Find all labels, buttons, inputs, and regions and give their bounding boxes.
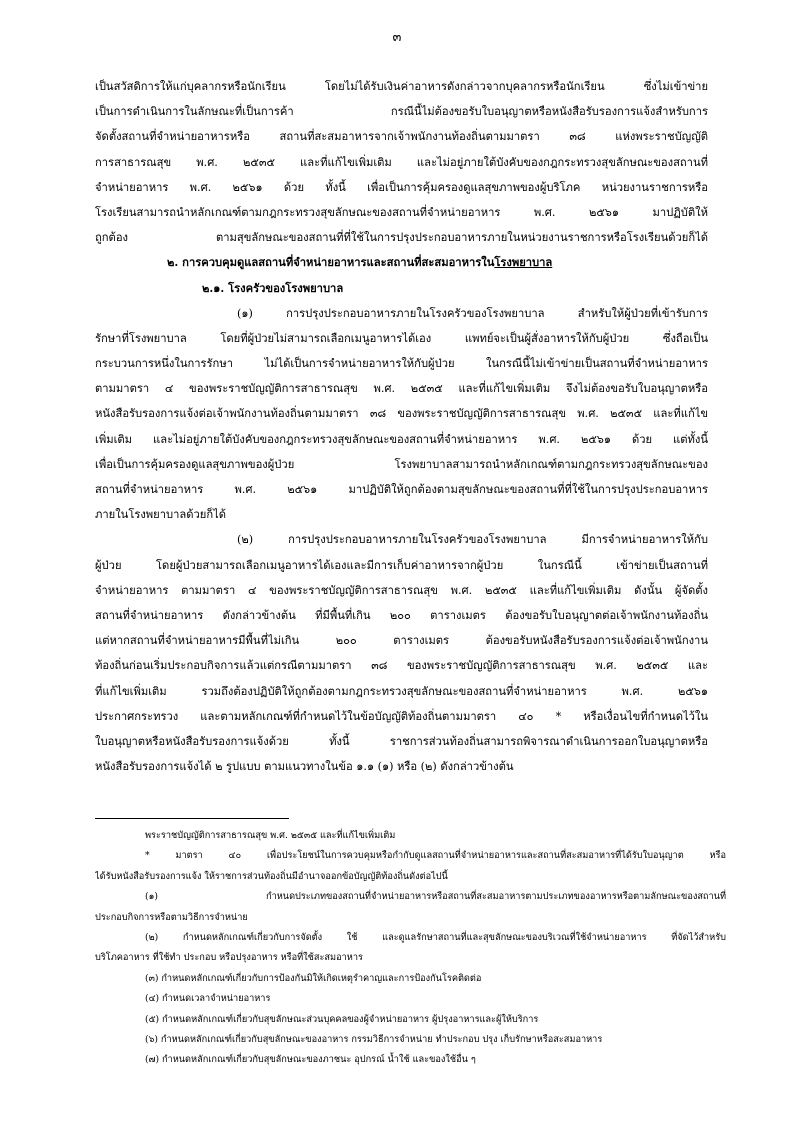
body-line-text: แต่หากสถานที่จำหน่ายอาหารมีพื้นที่ไม่เกิน ๒๐๐ ตารางเมตร ต้องขอรับหนังสือรับรองการแจ้งต่อเจ้าพนักงาน (95, 634, 708, 648)
body-line (95, 376, 708, 401)
body-line (95, 74, 708, 99)
body-text (95, 74, 708, 779)
footnote-line: (๗) กำหนดหลักเกณฑ์เกี่ยวกับสุขลักษณะของภาชนะ อุปกรณ์ น้ำใช้ และของใช้อื่น ๆ (145, 1054, 476, 1066)
body-line-text: การสาธารณสุข พ.ศ. ๒๕๓๕ และที่แก้ไขเพิ่มเติม และไม่อยู่ภายใต้บังคับของกฎกระทรวงสุขลักษณะของสถานที่ (95, 155, 708, 169)
underlined-text: โรงพยาบาล (494, 255, 553, 270)
body-line-text: ผู้ป่วย โดยผู้ป่วยสามารถเลือกเมนูอาหารได้เองและมีการเก็บค่าอาหารจากผู้ป่วย ในกรณีนี้ เข้าข่ายเป็นสถานที่ (95, 558, 708, 572)
body-line-text: ที่แก้ไขเพิ่มเติม รวมถึงต้องปฏิบัติให้ถูกต้องตามกฎกระทรวงสุขลักษณะของสถานที่จำหน่ายอาหาร พ.ศ. ๒๕๖๑ (95, 684, 708, 698)
section-heading (95, 276, 708, 301)
footnote-line: (๓) กำหนดหลักเกณฑ์เกี่ยวกับการป้องกันมิให้เกิดเหตุรำคาญและการป้องกันโรคติดต่อ (145, 972, 482, 984)
body-line (95, 653, 708, 678)
footnote-line: (๔) กำหนดเวลาจำหน่ายอาหาร (145, 993, 271, 1005)
body-line-text: สถานที่จำหน่ายอาหาร พ.ศ. ๒๕๖๑ มาปฏิบัติให้ถูกต้องตามสุขลักษณะของสถานที่ที่ใช้ในการปรุงประกอบอาหาร (95, 483, 708, 496)
body-line-text: จำหน่ายอาหาร พ.ศ. ๒๕๖๑ ด้วย ทั้งนี้ เพื่อเป็นการคุ้มครองดูแลสุขภาพของผู้บริโภค หน่วยงานราชการหรือ (95, 180, 708, 194)
body-line-text: รักษาที่โรงพยาบาล โดยที่ผู้ป่วยไม่สามารถเลือกเมนูอาหารได้เอง แพทย์จะเป็นผู้สั่งอาหารให้กับผู้ป่วย ซึ่งถือเป็น (95, 331, 708, 345)
body-line (95, 502, 708, 527)
body-line-text: เพิ่มเติม และไม่อยู่ภายใต้บังคับของกฎกระทรวงสุขลักษณะของสถานที่จำหน่ายอาหาร พ.ศ. ๒๕๖๑ ด้วย แต่ทั้งนี้ (95, 432, 708, 446)
body-line (95, 401, 708, 426)
body-line-text: กระบวนการหนึ่งในการรักษา ไม่ได้เป็นการจำหน่ายอาหารให้กับผู้ป่วย ในกรณีนี้ไม่เข้าข่ายเป็นสถานที่จำหน่ายอาหาร (95, 357, 708, 371)
footnote-line: ประกอบกิจการหรือตามวิธีการจำหน่าย (95, 911, 248, 923)
body-line (95, 175, 708, 200)
body-line (95, 704, 708, 729)
body-line-text: ภายในโรงพยาบาลด้วยก็ได้ (95, 508, 227, 522)
body-line (95, 326, 708, 351)
section-heading (95, 250, 708, 275)
body-line-text: ประกาศกระทรวง และตามหลักเกณฑ์ที่กำหนดไว้ในข้อบัญญัติท้องถิ่นตามมาตรา ๔๐ * หรือเงื่อนไขที่กำหนดไว้ใน (95, 709, 708, 723)
body-line-text: ท้องถิ่นก่อนเริ่มประกอบกิจการแล้วแต่กรณีตามมาตรา ๓๘ ของพระราชบัญญัติการสาธารณสุข พ.ศ. ๒๕๓๕ และ (95, 659, 708, 673)
body-line (95, 553, 708, 578)
body-line-text: ๒. การควบคุมดูแลสถานที่จำหน่ายอาหารและสถานที่สะสมอาหารใน (167, 255, 495, 270)
body-line-text: โรงเรียนสามารถนำหลักเกณฑ์ตามกฎกระทรวงสุขลักษณะของสถานที่จำหน่ายอาหาร พ.ศ. ๒๕๖๑ มาปฏิบัติให้ (95, 205, 708, 219)
footnote-line: (๖) กำหนดหลักเกณฑ์เกี่ยวกับสุขลักษณะของอาหาร กรรมวิธีการจำหน่าย ทำประกอบ ปรุง เก็บรักษาหรือสะสมอาหาร (145, 1033, 603, 1045)
body-line (95, 99, 708, 124)
footnote-line: (๒) กำหนดหลักเกณฑ์เกี่ยวกับการจัดตั้ง ใช้ และดูแลรักษาสถานที่และสุขลักษณะของบริเวณที่ใช้จำหน่ายอาหาร ที่จัดไว้สำหรับ (145, 931, 726, 943)
footnote-line: (๑) กำหนดประเภทของสถานที่จำหน่ายอาหารหรือสถานที่สะสมอาหารตามประเภทของอาหารหรือตามลักษณะของสถานที่ (145, 891, 726, 903)
body-line-text: ถูกต้อง ตามสุขลักษณะของสถานที่ที่ใช้ในการปรุงประกอบอาหารภายในหน่วยงานราชการหรือโรงเรียนด้วยก็ได้ (95, 231, 708, 245)
body-line (95, 150, 708, 175)
body-line (95, 225, 708, 250)
body-line-text: จัดตั้งสถานที่จำหน่ายอาหารหรือ สถานที่สะสมอาหารจากเจ้าพนักงานท้องถิ่นตามมาตรา ๓๘ แห่งพระราชบัญญัติ (95, 130, 708, 144)
footnote-line: * มาตรา ๔๐ เพื่อประโยชน์ในการควบคุมหรือกำกับดูแลสถานที่จำหน่ายอาหารและสถานที่สะสมอาหารที่ได้รับใบอนุญาต หรือ (145, 850, 726, 862)
body-line (95, 427, 708, 452)
body-line (95, 603, 708, 628)
body-line (95, 477, 708, 502)
footnote-line: (๕) กำหนดหลักเกณฑ์เกี่ยวกับสุขลักษณะส่วนบุคคลของผู้จำหน่ายอาหาร ผู้ปรุงอาหารและผู้ให้บริการ (145, 1013, 539, 1025)
body-line (95, 628, 708, 653)
footnote-rule (95, 818, 289, 819)
body-line-text: ตามมาตรา ๔ ของพระราชบัญญัติการสาธารณสุข พ.ศ. ๒๕๓๕ และที่แก้ไขเพิ่มเติม จึงไม่ต้องขอรับใบอนุญาตหรือ (95, 382, 708, 396)
body-line-text: เป็นสวัสดิการให้แก่บุคลากรหรือนักเรียน โดยไม่ได้รับเงินค่าอาหารดังกล่าวจากบุคลากรหรือนักเรียน ซึ่งไม่เข้าข่าย (95, 80, 708, 93)
body-line-text: สถานที่จำหน่ายอาหาร ดังกล่าวข้างต้น ที่มีพื้นที่เกิน ๒๐๐ ตารางเมตร ต้องขอรับใบอนุญาตต่อเจ้าพนักงานท้องถิ่น (95, 608, 708, 622)
body-line-text: หนังสือรับรองการแจ้งได้ ๒ รูปแบบ ตามแนวทางในข้อ ๑.๑ (๑) หรือ (๒) ดังกล่าวข้างต้น (95, 760, 514, 774)
footnote-line: พระราชบัญญัติการสาธารณสุข พ.ศ. ๒๕๓๕ และที่แก้ไขเพิ่มเติม (145, 830, 396, 841)
body-line (95, 301, 708, 326)
body-line-text: ใบอนุญาตหรือหนังสือรับรองการแจ้งด้วย ทั้งนี้ ราชการส่วนท้องถิ่นสามารถพิจารณาดำเนินการออกใบอนุญาตหรือ (95, 734, 708, 748)
footnote-line: บริโภคอาหาร ที่ใช้ทำ ประกอบ หรือปรุงอาหาร หรือที่ใช้สะสมอาหาร (95, 952, 363, 964)
body-line (95, 729, 708, 754)
body-line (95, 124, 708, 149)
body-line-text: เพื่อเป็นการคุ้มครองดูแลสุขภาพของผู้ป่วย โรงพยาบาลสามารถนำหลักเกณฑ์ตามกฎกระทรวงสุขลักษณะของ (95, 457, 708, 471)
body-line-text: (๑) การปรุงประกอบอาหารภายในโรงครัวของโรงพยาบาล สำหรับให้ผู้ป่วยที่เข้ารับการ (237, 306, 708, 320)
body-line-text: ๒.๑. โรงครัวของโรงพยาบาล (202, 280, 344, 295)
body-line (95, 452, 708, 477)
body-line-text: เป็นการดำเนินการในลักษณะที่เป็นการค้า กรณีนี้ไม่ต้องขอรับใบอนุญาตหรือหนังสือรับรองการแจ้งสำหรับการ (95, 105, 708, 119)
body-line (95, 351, 708, 376)
footnote-line: ได้รับหนังสือรับรองการแจ้ง ให้ราชการส่วนท้องถิ่นมีอำนาจออกข้อบัญญัติท้องถิ่นดังต่อไปนี้ (95, 870, 448, 882)
page-number: ๓ (392, 30, 402, 45)
body-line (95, 578, 708, 603)
body-line (95, 754, 708, 779)
body-line-text: จำหน่ายอาหาร ตามมาตรา ๔ ของพระราชบัญญัติการสาธารณสุข พ.ศ. ๒๕๓๕ และที่แก้ไขเพิ่มเติม ดังนั้น ผู้จัดตั้ง (95, 583, 708, 597)
body-line-text: (๒) การปรุงประกอบอาหารภายในโรงครัวของโรงพยาบาล มีการจำหน่ายอาหารให้กับ (237, 533, 708, 547)
footnotes (95, 826, 726, 1071)
body-line (95, 679, 708, 704)
body-line-text: หนังสือรับรองการแจ้งต่อเจ้าพนักงานท้องถิ่นตามมาตรา ๓๘ ของพระราชบัญญัติการสาธารณสุข พ.ศ. ๒๕๓๕ และที่แก้ไข (95, 407, 708, 421)
body-line (95, 200, 708, 225)
body-line (95, 527, 708, 552)
